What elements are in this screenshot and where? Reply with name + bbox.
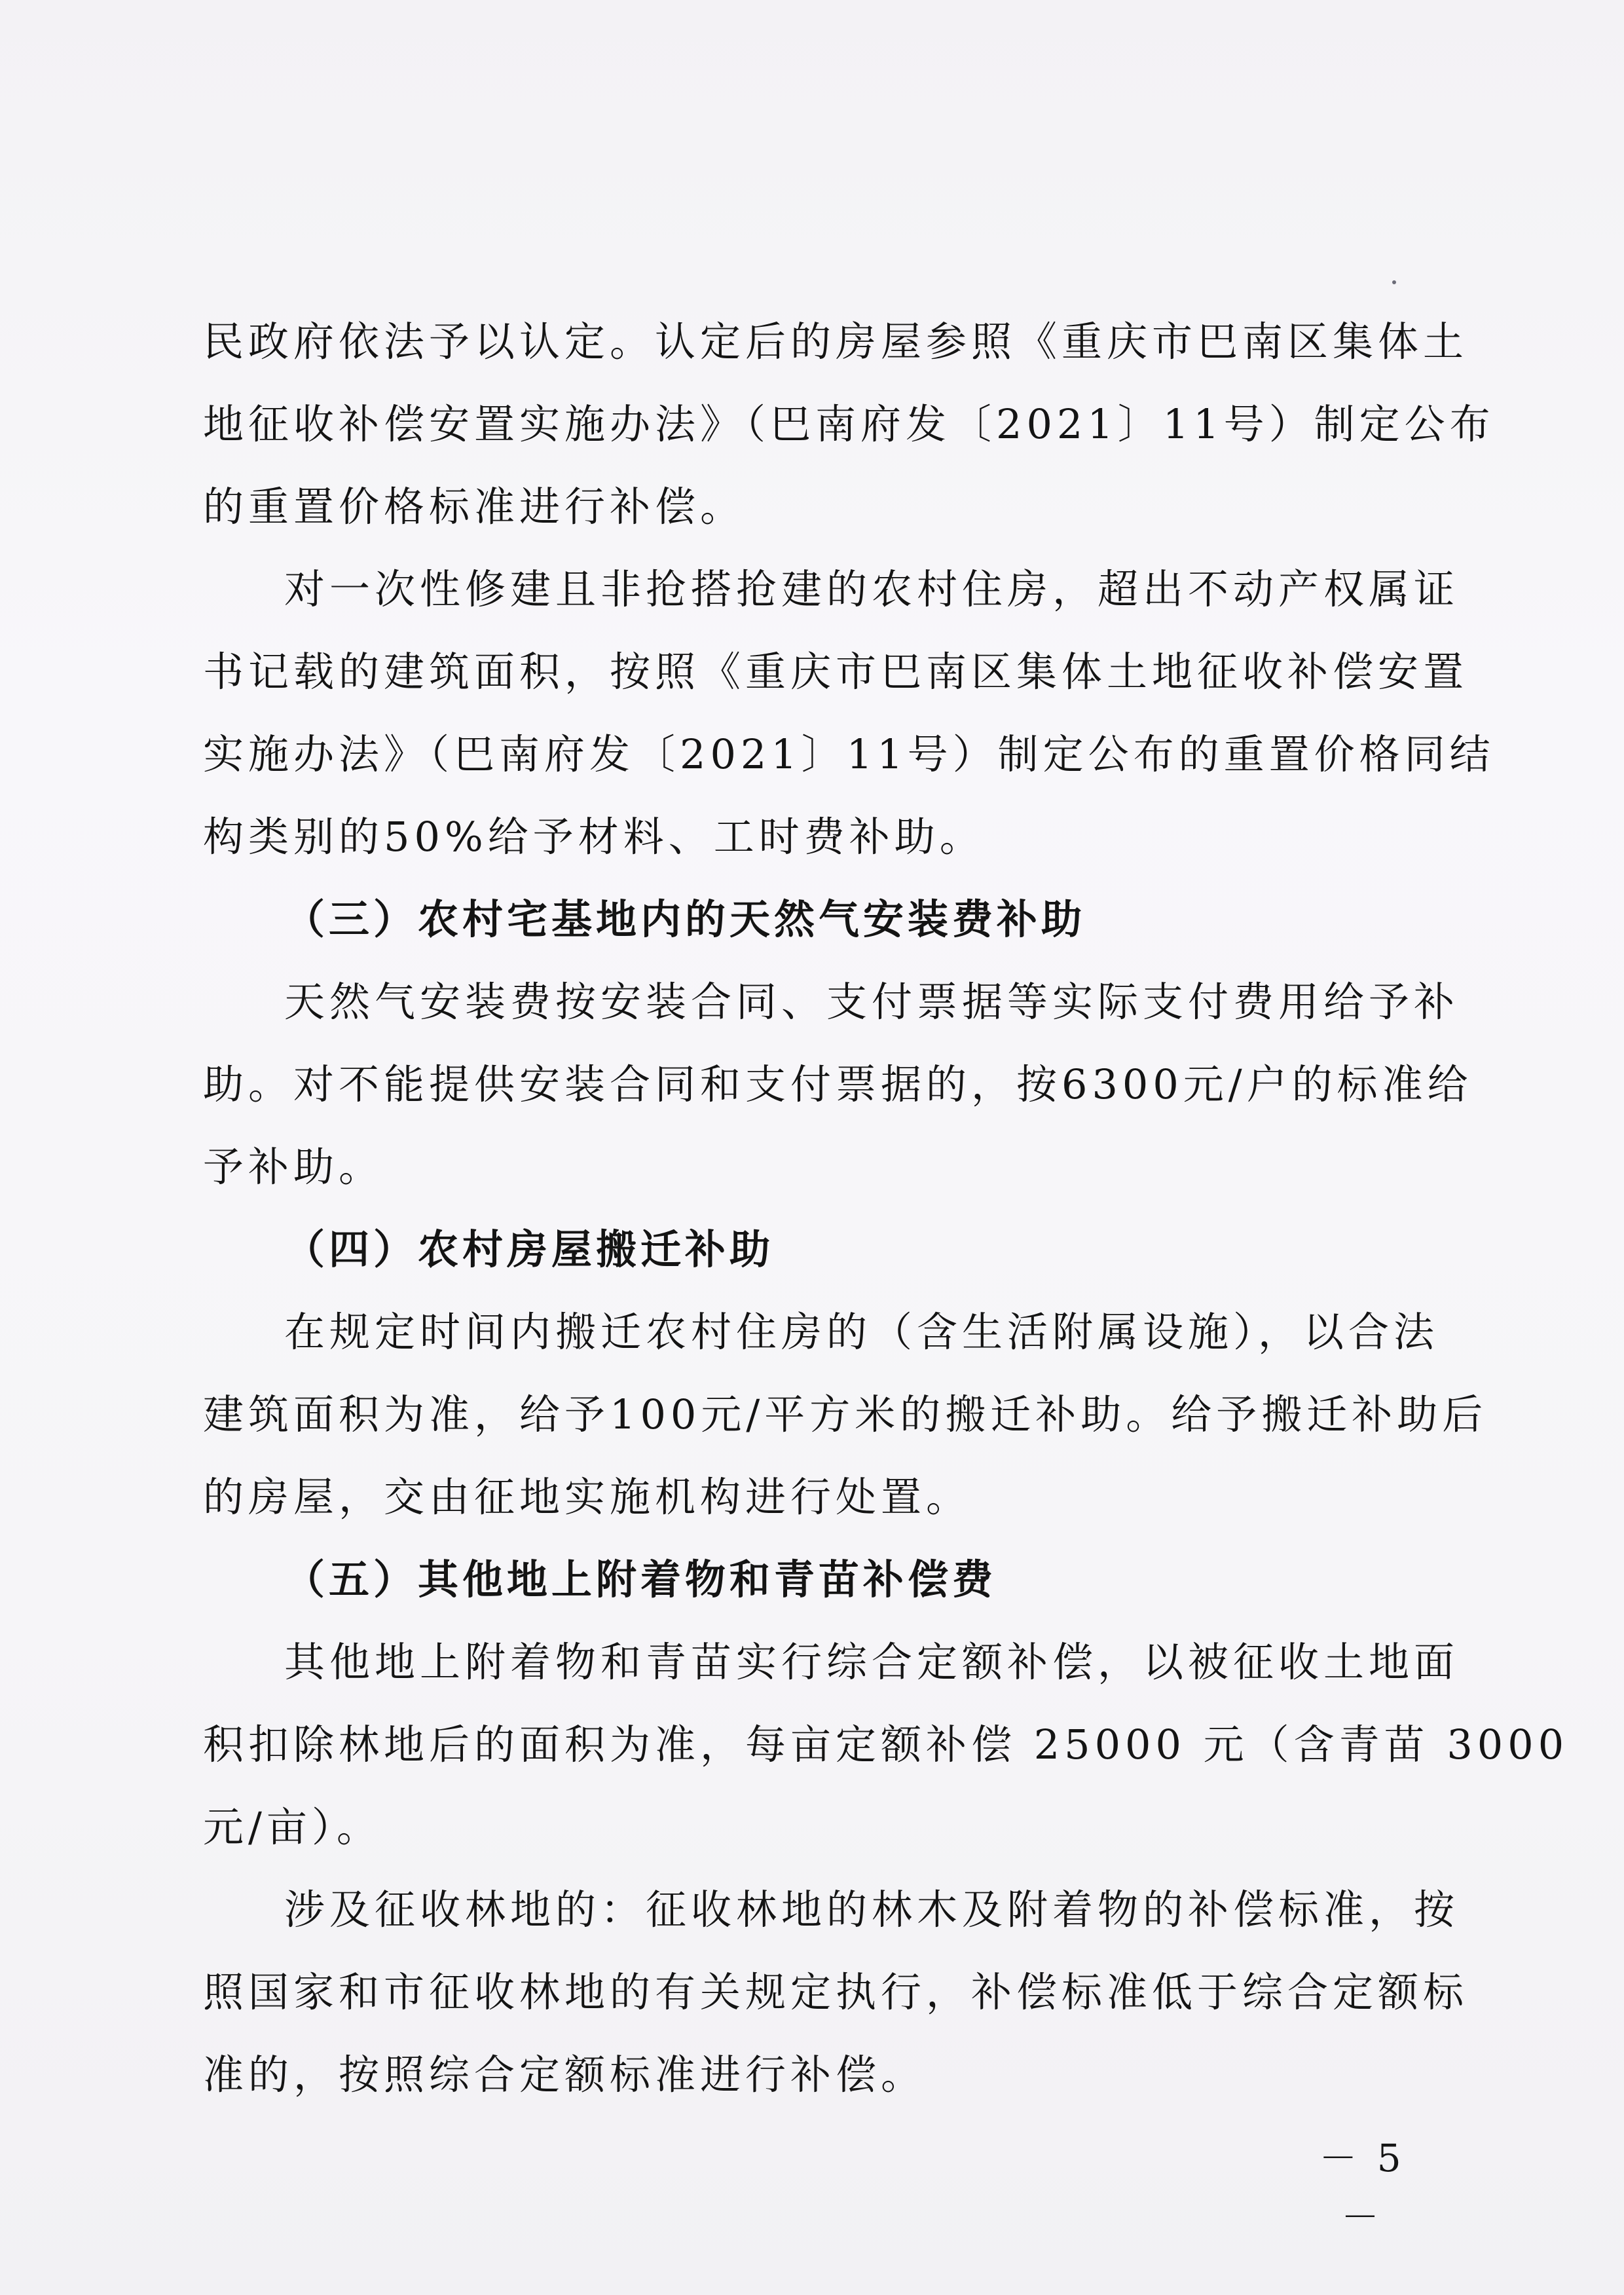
paragraph-line: 天然气安装费按安装合同、支付票据等实际支付费用给予补	[284, 978, 1460, 1026]
scan-speck	[1392, 280, 1396, 284]
section-heading-5: （五）其他地上附着物和青苗补偿费	[284, 1556, 997, 1603]
paragraph-line: 实施办法》（巴南府发〔2021〕11号）制定公布的重置价格同结	[203, 730, 1495, 778]
paragraph-line: 对一次性修建且非抢搭抢建的农村住房，超出不动产权属证	[284, 565, 1460, 613]
paragraph-line: 照国家和市征收林地的有关规定执行，补偿标准低于综合定额标	[203, 1968, 1469, 2016]
paragraph-line: 其他地上附着物和青苗实行综合定额补偿，以被征收土地面	[284, 1638, 1460, 1686]
paragraph-line: 建筑面积为准，给予100元/平方米的搬迁补助。给予搬迁补助后	[203, 1390, 1488, 1438]
paragraph-line: 书记载的建筑面积，按照《重庆市巴南区集体土地征收补偿安置	[203, 648, 1469, 696]
paragraph-line: 元/亩）。	[203, 1803, 382, 1851]
section-heading-3: （三）农村宅基地内的天然气安装费补助	[284, 895, 1086, 943]
paragraph-line: 助。对不能提供安装合同和支付票据的，按6300元/户的标准给	[203, 1060, 1473, 1108]
paragraph-line: 的重置价格标准进行补偿。	[203, 483, 746, 531]
paragraph-line: 地征收补偿安置实施办法》（巴南府发〔2021〕11号）制定公布	[203, 400, 1495, 448]
paragraph-line: 涉及征收林地的：征收林地的林木及附着物的补偿标准，按	[284, 1886, 1460, 1933]
paragraph-line: 予补助。	[203, 1143, 384, 1191]
paragraph-line: 积扣除林地后的面积为准，每亩定额补偿 25000 元（含青苗 3000	[203, 1721, 1569, 1768]
paragraph-line: 准的，按照综合定额标准进行补偿。	[203, 2051, 927, 2099]
section-heading-4: （四）农村房屋搬迁补助	[284, 1225, 775, 1273]
paragraph-line: 的房屋，交由征地实施机构进行处置。	[203, 1473, 972, 1521]
paragraph-line: 构类别的50%给予材料、工时费补助。	[203, 813, 985, 861]
paragraph-line: 在规定时间内搬迁农村住房的（含生活附属设施），以合法	[284, 1308, 1439, 1356]
page-number: － 5 －	[1319, 2136, 1405, 2239]
paragraph-line: 民政府依法予以认定。认定后的房屋参照《重庆市巴南区集体土	[203, 318, 1469, 365]
